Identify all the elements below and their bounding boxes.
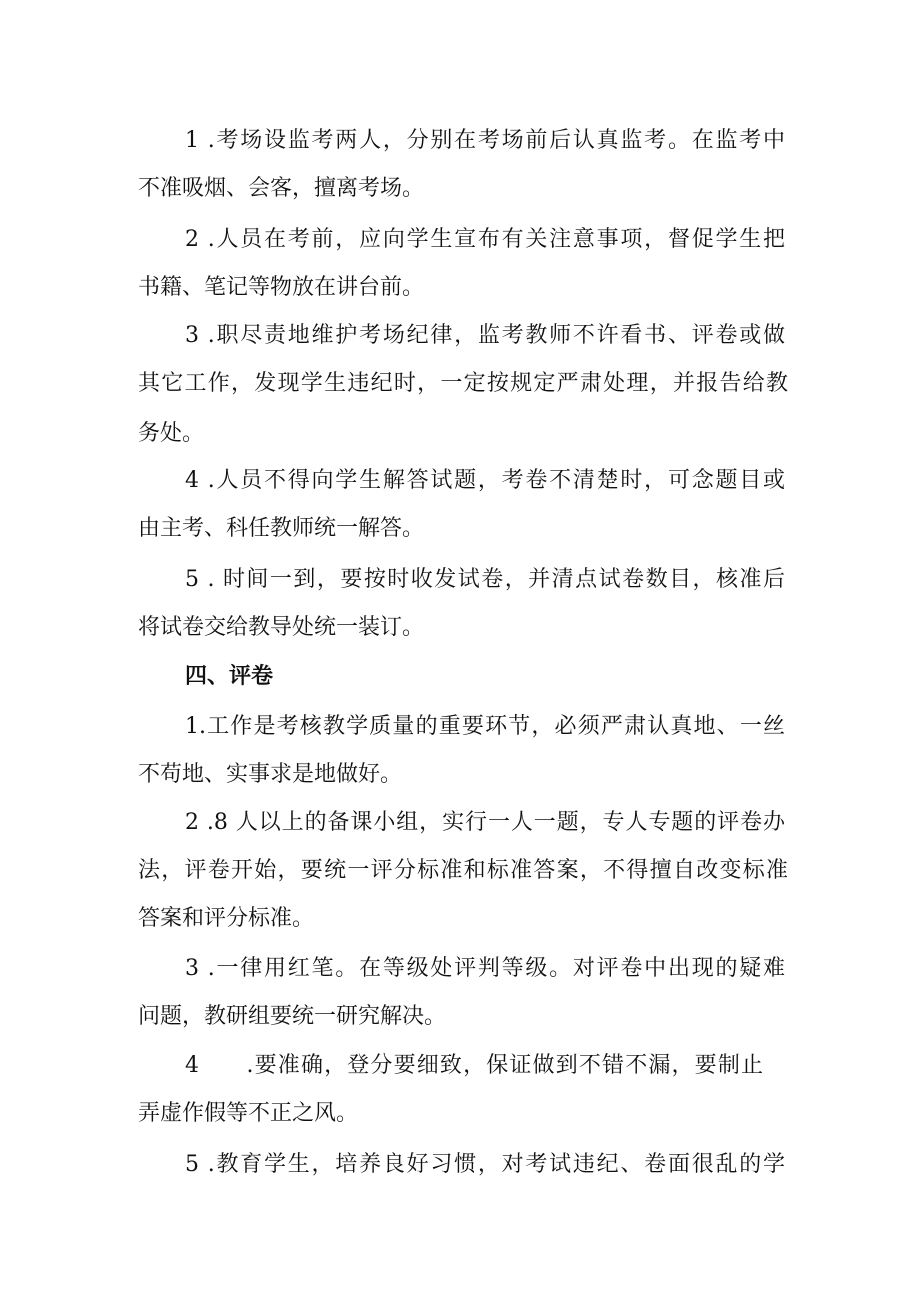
paragraph-line: 1 .考场设监考两人，分别在考场前后认真监考。在监考中	[185, 128, 785, 153]
paragraph-line: 2 .人员在考前，应向学生宣布有关注意事项，督促学生把	[185, 227, 785, 252]
paragraph-line: 不准吸烟、会客，擅离考场。	[138, 176, 425, 201]
paragraph-line: 由主考、科任教师统一解答。	[138, 516, 425, 541]
paragraph-line: 4 .要准确，登分要细致，保证做到不错不漏，要制止	[185, 1053, 763, 1078]
paragraph-line: 1.工作是考核教学质量的重要环节，必须严肃认真地、一丝	[185, 714, 785, 739]
paragraph-line: 法，评卷开始，要统一评分标准和标准答案，不得擅自改变标准	[138, 858, 788, 883]
paragraph-line: 不苟地、实事求是地做好。	[138, 762, 403, 787]
paragraph-line: 答案和评分标准。	[138, 906, 315, 931]
paragraph-line: 2 .8 人以上的备课小组，实行一人一题，专人专题的评卷办	[185, 810, 785, 835]
paragraph-line: 5 .教育学生，培养良好习惯，对考试违纪、卷面很乱的学	[185, 1152, 785, 1177]
paragraph-line: 弄虚作假等不正之风。	[138, 1101, 359, 1126]
paragraph-line: 3 .职尽责地维护考场纪律，监考教师不许看书、评卷或做	[185, 323, 785, 348]
paragraph-line: 5 . 时间一到，要按时收发试卷，并清点试卷数目，核准后	[185, 567, 785, 592]
paragraph-line: 务处。	[138, 421, 205, 446]
paragraph-line: 将试卷交给教导处统一装订。	[138, 615, 425, 640]
paragraph-line: 4 .人员不得向学生解答试题，考卷不清楚时，可念题目或	[185, 468, 785, 493]
section-heading: 四、评卷	[185, 663, 274, 689]
paragraph-line: 其它工作，发现学生违纪时，一定按规定严肃处理，并报告给教	[138, 371, 788, 396]
paragraph-line: 3 .一律用红笔。在等级处评判等级。对评卷中出现的疑难	[185, 956, 785, 981]
paragraph-line: 问题，教研组要统一研究解决。	[138, 1004, 447, 1029]
paragraph-line: 书籍、笔记等物放在讲台前。	[138, 275, 425, 300]
